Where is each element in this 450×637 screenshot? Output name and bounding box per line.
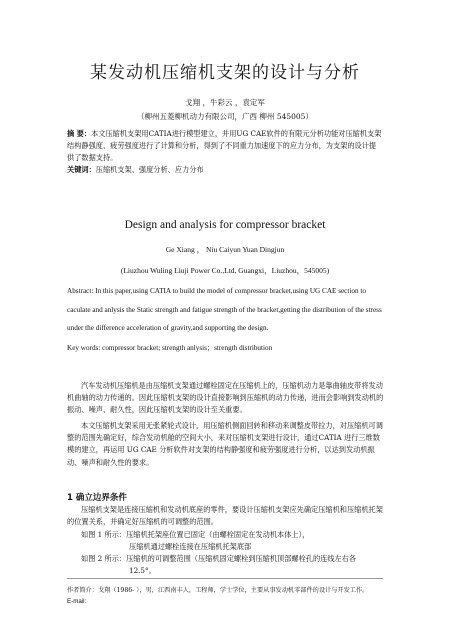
abstract-text: 本文压缩机支架用CATIA进行模型建立，并用UG CAE软件的有限元分析功能对压缩机支架结构静强度、疲劳强度进行了计算和分析，得到了不同重力加速度下的应力分布，为支架的设计提供了数据支持。 — [67, 129, 382, 162]
keywords-text: 压缩机支架、强度分析、应力分布 — [95, 165, 204, 174]
body-paragraph-2: 本文压缩机支架采用无张紧轮式设计，用压缩机侧面回转和移动来调整皮带拉力，对压缩机可调整的范围先确定好，综合发动机舱的空间大小，来对压缩机支架进行设计，通过CATIA 进行三维数模的建立，再运用 UG CAE 分析软件对支架的结构静强度和疲劳强度进行分析，以达到发动机振动、噪声和耐久性的要求。 — [67, 421, 383, 467]
section1-paragraph: 压缩机支架是连接压缩机和发动机底座的零件，要设计压缩机支架应先确定压缩机和压缩机托架的位置关系，并确定好压缩机的可调整的范围。 — [67, 505, 383, 527]
english-abstract: Abstract: In this paper,using CATIA to build the model of compressor bracket,using UG CAE section to caculate and anlysis the Static strength and fatigue strength of the bracket,getting the distribution of the stress under the difference acceleration of gravity,and supporting the design. — [67, 287, 382, 332]
footnote-divider — [67, 578, 383, 579]
section-heading-1: 1 确立边界条件 — [67, 493, 127, 503]
footnote-author: 作者简介：戈翔（1986- ），男，江西南丰人，工程师，学士学位，主要从事发动机零部件的设计与开发工作。 — [67, 587, 369, 594]
english-title: Design and analysis for compressor bracket — [124, 219, 326, 231]
footnote-email: E-mail: — [67, 598, 87, 605]
authors: 戈翔 ，牛彩云 ，袁定军 — [185, 98, 265, 107]
abstract-label: 摘 要： — [67, 129, 92, 138]
english-affiliation: (Liuzhou Wuling Liuji Power Co.,Ltd, Guangxi，Liuzhou，545005) — [120, 266, 330, 275]
english-keywords: Key words: compressor bracket; strength anlysis；strength distribution — [67, 344, 273, 352]
figure2-line-1: 如图 2 所示：压缩机的可调整范围（压缩机固定螺栓到压缩机顶部螺栓孔的连线左右各 — [81, 554, 357, 563]
english-authors: Ge Xiang ， Niu Caiyun Yuan Dingjun — [165, 245, 285, 254]
affiliation: （柳州五菱柳机动力有限公司，广西 柳州 545005） — [137, 112, 313, 121]
body-paragraph-1: 汽车发动机压缩机是由压缩机支架通过螺栓固定在压缩机上的，压缩机动力是靠曲轴皮带将发动机曲轴的动力传递的。因此压缩机支架的设计直接影响到压缩机的动力传递，进而会影响到发动机的振动、噪声、耐久性，因此压缩机支架的设计至关重要。 — [67, 381, 384, 415]
figure1-line-1: 如图 1 所示：压缩机托架座位置已固定（由螺栓固定在发动机本体上）， — [81, 530, 310, 539]
abstract-cn — [67, 128, 383, 176]
figure2-line-2: 12.5°。 — [129, 566, 156, 575]
figure1-line-2: 压缩机通过螺栓连接在压缩机托架底部 — [129, 542, 252, 551]
keywords-label: 关键词： — [67, 165, 96, 174]
paper-title: 某发动机压缩机支架的设计与分析 — [90, 63, 360, 83]
